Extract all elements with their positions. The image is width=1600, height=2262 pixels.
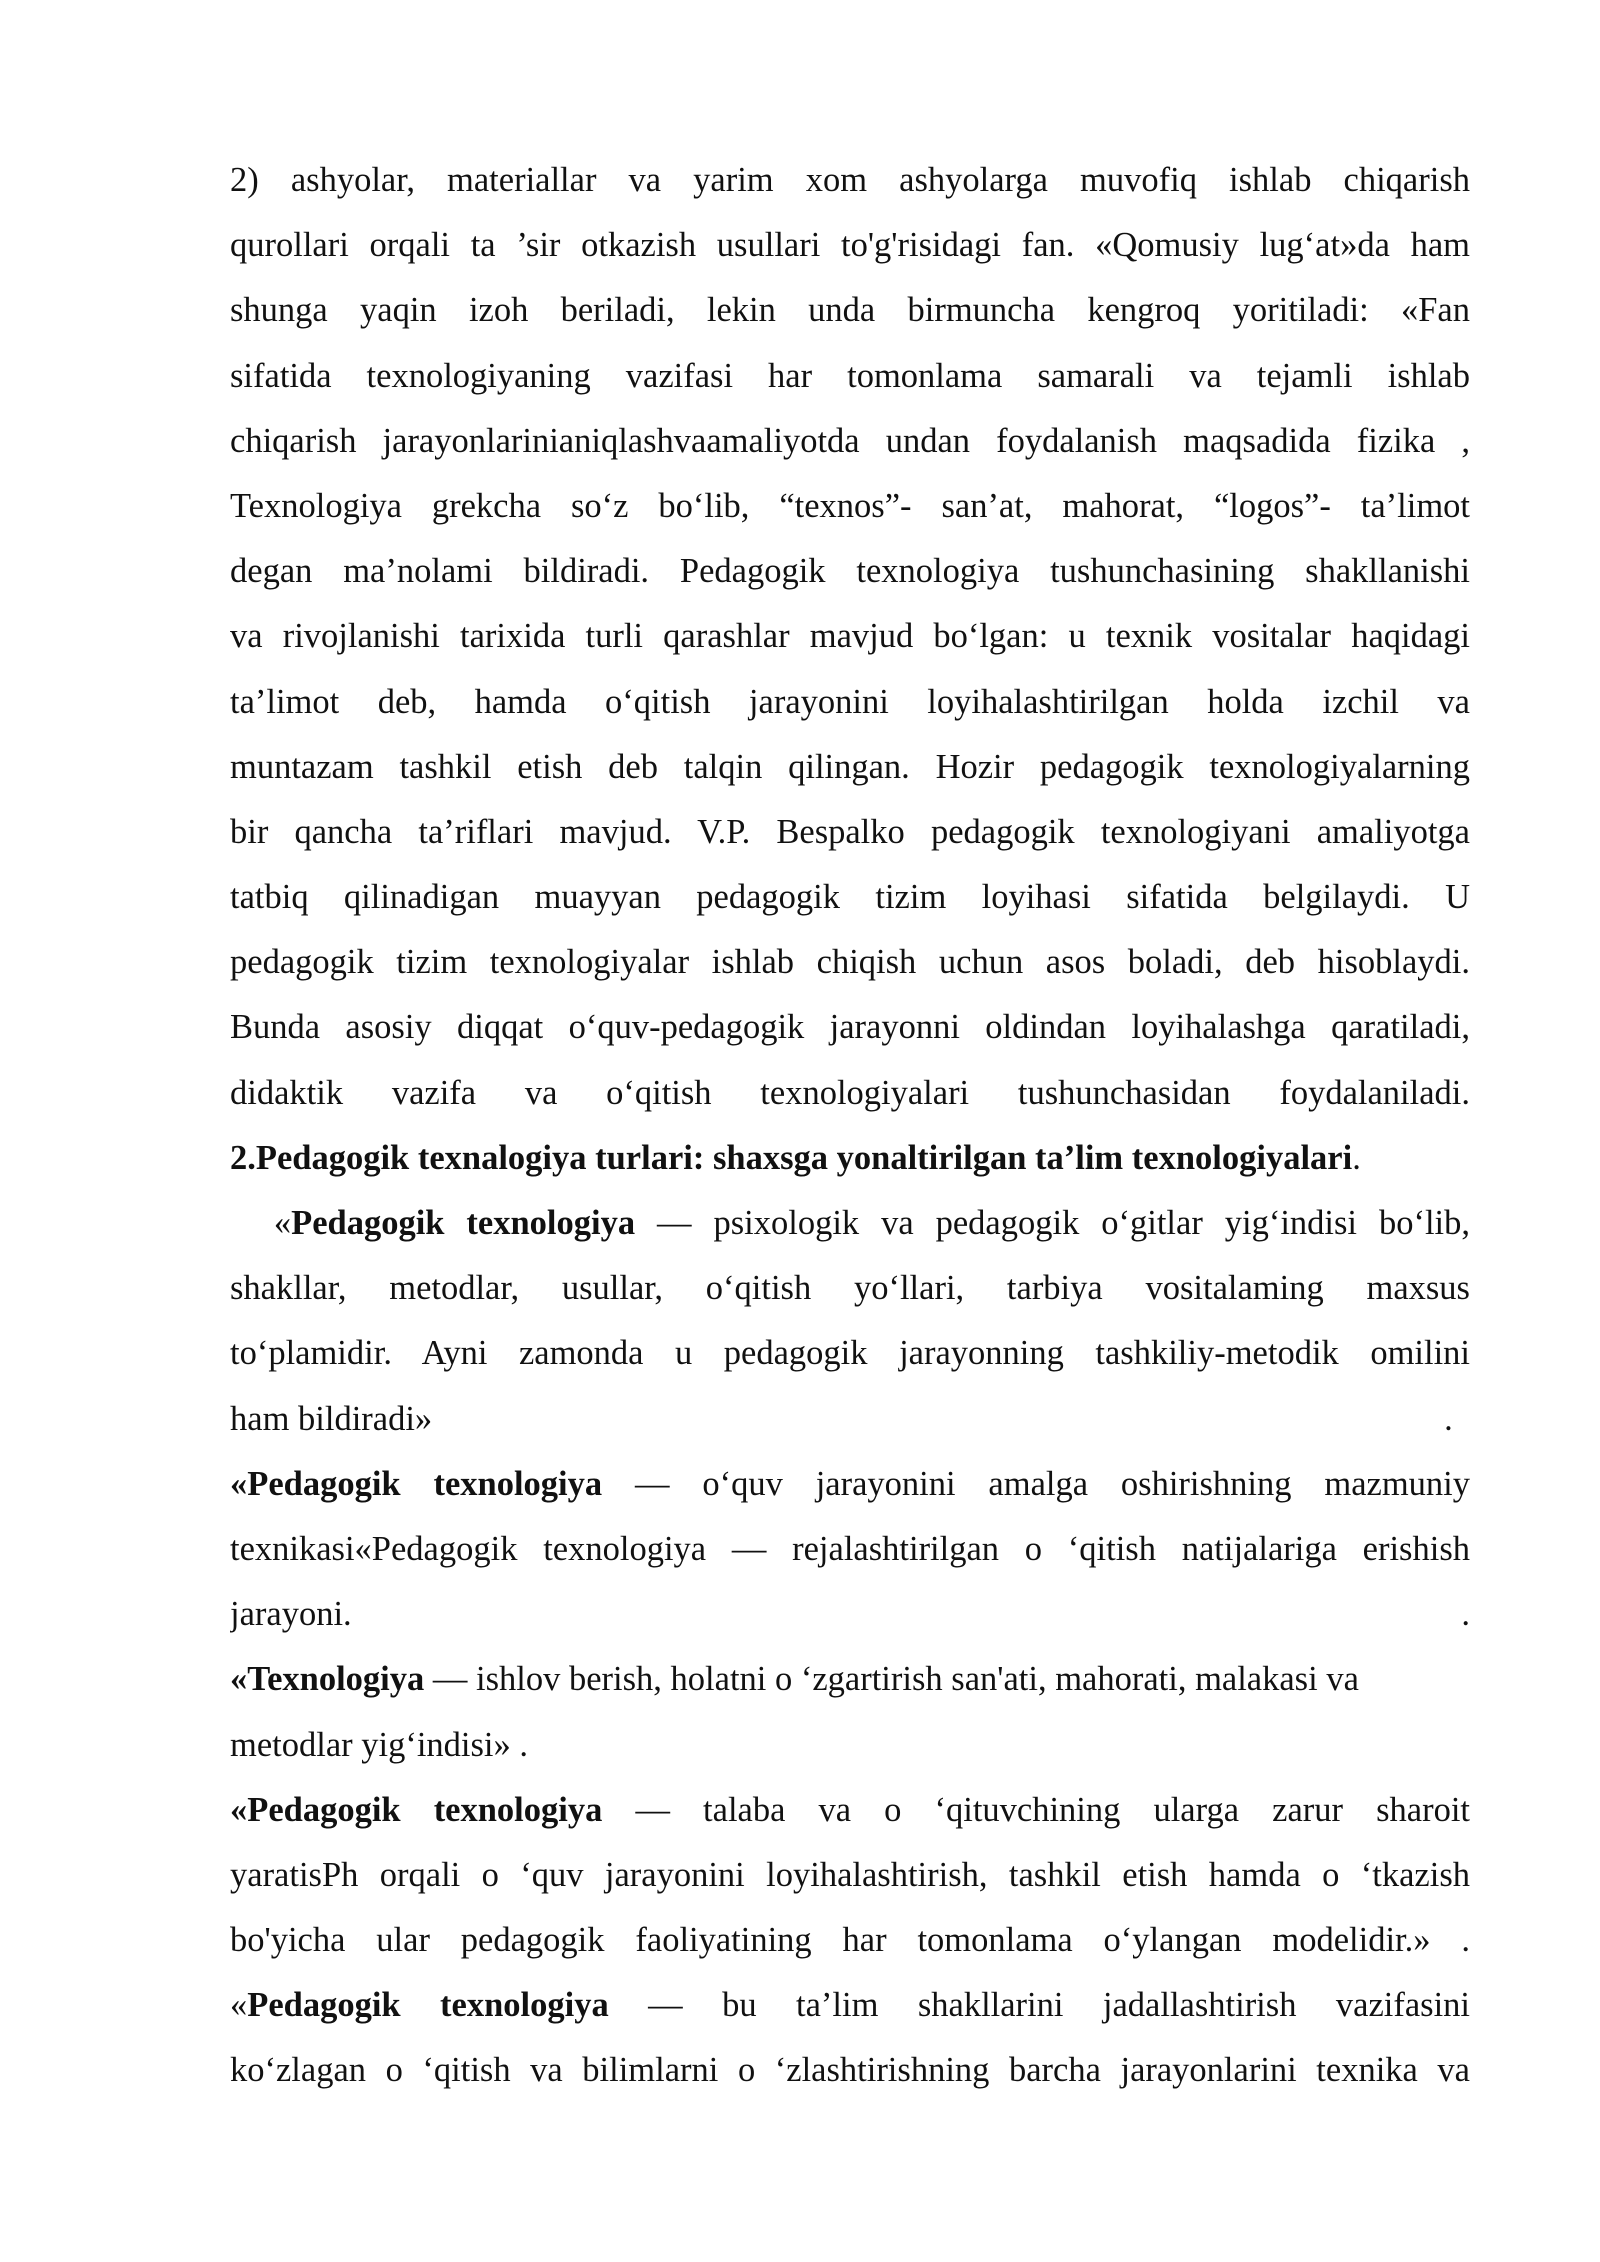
- text-line: [230, 148, 1470, 213]
- text-run: — o‘quv jarayonini amalga oshirishning mazmuniy: [602, 1464, 1470, 1503]
- text-run: .: [1352, 1138, 1361, 1177]
- text-run: chiqarish jarayonlarinianiqlashvaamaliyotda undan foydalanish maqsadida fizika ,: [230, 421, 1470, 460]
- text-run: — talaba va o ‘qituvchining ularga zarur sharoit: [602, 1790, 1470, 1829]
- text-line: [230, 1387, 1470, 1452]
- text-run: to‘plamidir. Ayni zamonda u pedagogik jarayonning tashkiliy-metodik omilini: [230, 1334, 1470, 1373]
- text-run: didaktik vazifa va o‘qitish texnologiyalari tushunchasidan foydalaniladi.: [230, 1073, 1470, 1112]
- text-line: [230, 1843, 1470, 1908]
- text-run: shunga yaqin izoh beriladi, lekin unda birmuncha kengroq yoritiladi: «Fan: [230, 291, 1470, 330]
- text-run: «: [230, 1204, 292, 1242]
- text-run: ta’limot deb, hamda o‘qitish jarayonini loyihalashtirilgan holda izchil va: [230, 682, 1470, 721]
- text-line: [230, 213, 1470, 278]
- text-run: bir qancha ta’riflari mavjud. V.P. Bespalko pedagogik texnologiyani amaliyotga: [230, 812, 1470, 851]
- text-line: [230, 1908, 1470, 1973]
- text-run: texnikasi«Pedagogik texnologiya — rejalashtirilgan o ‘qitish natijalariga erishish: [230, 1529, 1470, 1568]
- text-run: metodlar yig‘indisi» .: [230, 1725, 529, 1764]
- text-line: [230, 1778, 1470, 1843]
- text-line-right: .: [1444, 1399, 1470, 1438]
- text-line: [230, 995, 1470, 1060]
- text-run: — bu ta’lim shakllarini jadallashtirish vazifasini: [608, 1986, 1470, 2025]
- text-line: [230, 1582, 1470, 1647]
- text-line: [230, 1452, 1470, 1517]
- text-run: sifatida texnologiyaning vazifasi har tomonlama samarali va tejamli ishlab: [230, 356, 1470, 395]
- text-line-left: jarayoni.: [230, 1595, 352, 1634]
- text-run: ko‘zlagan o ‘qitish va bilimlarni o ‘zlashtirishning barcha jarayonlarini texnika va: [230, 2051, 1470, 2090]
- bold-text: 2.Pedagogik texnalogiya turlari: shaxsga yonaltirilgan ta’lim texnologiyalari: [230, 1138, 1353, 1177]
- bold-text: «Pedagogik texnologiya: [230, 1790, 603, 1829]
- text-run: — psixologik va pedagogik o‘gitlar yig‘indisi bo‘lib,: [635, 1204, 1470, 1242]
- text-line: [230, 1256, 1470, 1321]
- text-line-right: .: [1461, 1595, 1470, 1634]
- text-run: va rivojlanishi tarixida turli qarashlar mavjud bo‘lgan: u texnik vositalar haqidagi: [230, 617, 1470, 656]
- text-line: [230, 865, 1470, 930]
- text-run: — ishlov berish, holatni o ‘zgartirish san'ati, mahorati, malakasi va: [424, 1660, 1359, 1699]
- bold-text: Pedagogik texnologiya: [291, 1204, 636, 1242]
- text-run: qurollari orqali ta ’sir otkazish usullari to'g'risidagi fan. «Qomusiy lug‘at»da ham: [230, 226, 1470, 265]
- text-line: [230, 2038, 1470, 2103]
- text-run: «: [230, 1986, 248, 2025]
- text-run: Bunda asosiy diqqat o‘quv-pedagogik jarayonni oldindan loyihalashga qaratiladi,: [230, 1008, 1470, 1047]
- text-run: degan ma’nolami bildiradi. Pedagogik texnologiya tushunchasining shakllanishi: [230, 552, 1470, 591]
- text-line: [230, 604, 1470, 669]
- text-line: [230, 409, 1470, 474]
- text-line: [230, 930, 1470, 995]
- text-line: [230, 1126, 1470, 1191]
- text-line: [230, 1973, 1470, 2038]
- text-run: shakllar, metodlar, usullar, o‘qitish yo‘llari, tarbiya vositalaming maxsus: [230, 1269, 1470, 1308]
- text-line: [230, 1517, 1470, 1582]
- bold-text: «Texnologiya: [230, 1660, 425, 1699]
- text-line: [230, 474, 1470, 539]
- text-run: Texnologiya grekcha so‘z bo‘lib, “texnos”- san’at, mahorat, “logos”- ta’limot: [230, 486, 1470, 525]
- text-run: muntazam tashkil etish deb talqin qilingan. Hozir pedagogik texnologiyalarning: [230, 747, 1470, 786]
- text-line: [230, 800, 1470, 865]
- text-line: [230, 539, 1470, 604]
- text-line: [230, 1713, 1470, 1778]
- text-run: pedagogik tizim texnologiyalar ishlab chiqish uchun asos boladi, deb hisoblaydi.: [230, 943, 1470, 982]
- text-line: [230, 1647, 1470, 1712]
- text-line-left: ham bildiradi»: [230, 1399, 433, 1438]
- bold-text: «Pedagogik texnologiya: [230, 1464, 603, 1503]
- text-line: [230, 1321, 1470, 1386]
- text-line: [230, 344, 1470, 409]
- document-page: [230, 148, 1470, 2104]
- text-run: yaratisPh orqali o ‘quv jarayonini loyihalashtirish, tashkil etish hamda o ‘tkazish: [230, 1855, 1470, 1894]
- text-line: [230, 670, 1470, 735]
- text-run: bo'yicha ular pedagogik faoliyatining har tomonlama o‘ylangan modelidir.» .: [230, 1921, 1470, 1960]
- text-run: tatbiq qilinadigan muayyan pedagogik tizim loyihasi sifatida belgilaydi. U: [230, 878, 1470, 917]
- text-line: [230, 278, 1470, 343]
- bold-text: Pedagogik texnologiya: [247, 1986, 609, 2025]
- text-line: [230, 735, 1470, 800]
- text-line: [230, 1061, 1470, 1126]
- text-line: [230, 1191, 1470, 1256]
- text-run: 2) ashyolar, materiallar va yarim xom ashyolarga muvofiq ishlab chiqarish: [230, 161, 1470, 199]
